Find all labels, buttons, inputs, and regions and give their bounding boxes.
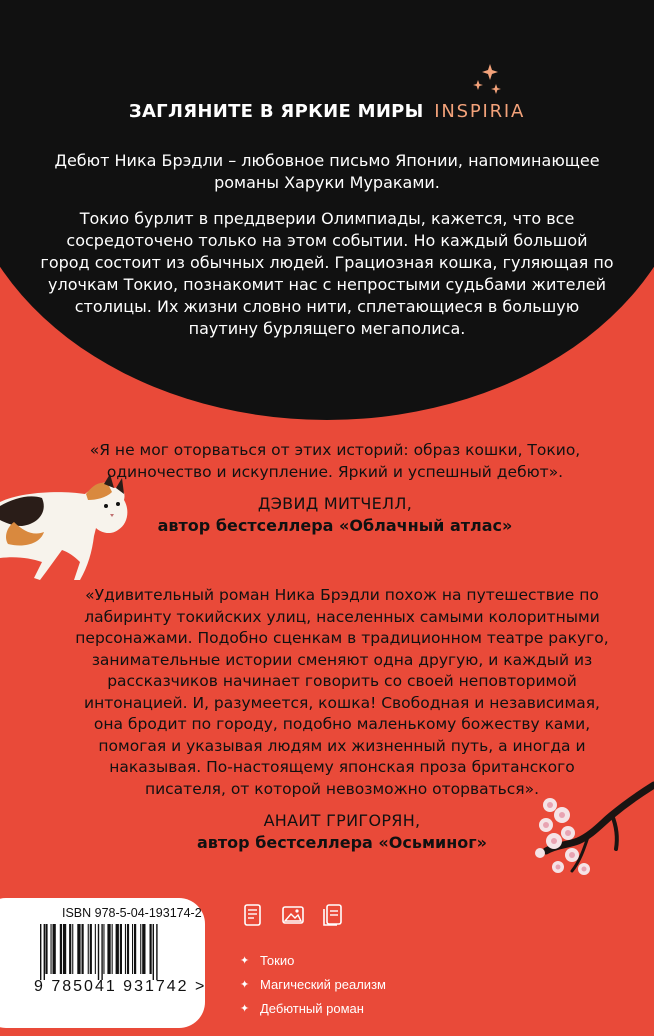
quote-2-author: АНАИТ ГРИГОРЯН, [263, 811, 421, 830]
intro-paragraph-2: Токио бурлит в преддверии Олимпиады, кажется, что все сосредоточено только на этом событии. Но каждый большой город состоит из обычных людей. Грациозная кошка, гуляющая по улочкам Токио, познакомит нас с непростыми судьбами жителей столицы. Их жизни словно нити, сплетающиеся в большую паутину бурлящего мегаполиса. [40, 209, 614, 338]
audiobook-icon [320, 902, 346, 928]
brand-name: INSPIRIA [434, 101, 526, 122]
genre-tag-label: Токио [260, 952, 295, 968]
genre-tag-label: Дебютный роман [260, 1000, 364, 1016]
quote-2-text: «Удивительный роман Ника Брэдли похож на путешествие по лабиринту токийских улиц, населенных самыми колоритными персонажами. Подобно сценкам в традиционном театре ракуго, занимательные истории сменяют одна другую, и каждый из рассказчиков начинает говорить со своей неповторимой интонацией. И, разумеется, кошка! Свободная и независимая, она бродит по городу, подобно маленькому божеству ками, помогая и указывая людям их жизненный путь, а иногда и наказывая. По-настоящему японская проза британского писателя, от которой невозможно оторваться». [75, 586, 609, 798]
star-icon: ✦ [240, 978, 250, 991]
sparkle-icon [470, 62, 510, 102]
star-icon: ✦ [240, 1002, 250, 1015]
genre-tag [240, 996, 386, 1020]
quote-1-author: ДЭВИД МИТЧЕЛЛ, [257, 494, 413, 513]
quote-1-text: «Я не мог оторваться от этих историй: образ кошки, Токио, одиночество и искупление. Яркий и успешный дебют». [89, 441, 581, 481]
quote-1-author-title: автор бестселлера «Облачный атлас» [157, 515, 513, 535]
quote-2-author-title: автор бестселлера «Осьминог» [196, 832, 487, 852]
series-header-text: ЗАГЛЯНИТЕ В ЯРКИЕ МИРЫ [128, 101, 424, 122]
illustration-icon [280, 902, 306, 928]
star-icon: ✦ [240, 954, 250, 967]
genre-tag-label: Магический реализм [260, 976, 386, 992]
review-quote-1 [80, 440, 590, 536]
sakura-branch-illustration [528, 775, 654, 885]
genre-tag [240, 948, 386, 972]
ebook-icon [240, 902, 266, 928]
genre-tags [240, 948, 386, 1020]
intro-paragraph-1: Дебют Ника Брэдли – любовное письмо Японии, напоминающее романы Харуки Мураками. [54, 151, 600, 192]
format-icons [240, 902, 346, 928]
series-header [0, 101, 654, 122]
isbn-label: ISBN 978-5-04-193174-2 [62, 906, 202, 920]
barcode-bars [38, 924, 198, 984]
intro-text [40, 150, 614, 354]
barcode-digits: 9 785041 931742 > [34, 978, 207, 995]
genre-tag [240, 972, 386, 996]
